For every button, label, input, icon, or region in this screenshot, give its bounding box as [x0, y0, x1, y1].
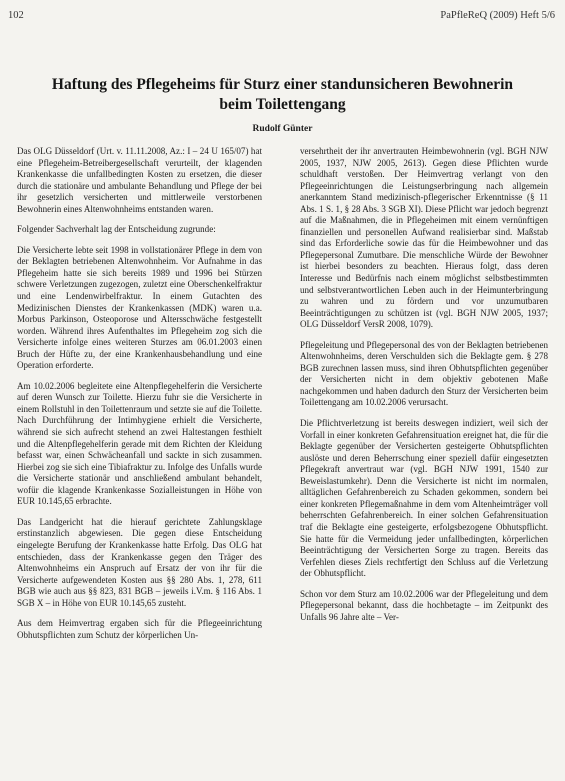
paragraph: Das Landgericht hat die hierauf gerichtete Zahlungsklage erstinstanzlich abgewiesen. Die gegen diese Entscheidung eingelegte Berufung der Krankenkasse hatte Erfolg. Das OLG hat entschieden, dass der Krankenkasse gegen den Träger des Altenwohnheims ein Anspruch auf Ersatz der von ihr für die Versicherte aufgewendeten Kosten aus §§ 280 Abs. 1, 278, 611 BGB wie auch aus §§ 823, 831 BGB – jeweils i.V.m. § 116 Abs. 1 SGB X – in Höhe von EUR 10.145,65 zusteht. — [17, 516, 262, 608]
paragraph: versehrtheit der ihr anvertrauten Heimbewohnerin (vgl. BGH NJW 2005, 1937, NJW 2005, 2613). Gegen diese Pflichten wurde schuldhaft verstoßen. Der Heimvertrag verlangt von den Pflegeeinrichtungen die Leistungserbringung nach allgemein anerkanntem Stand medizinisch-pflegerischer Erkenntnisse (§ 11 Abs. 1 S. 1, § 28 Abs. 3 SGB XI). Diese Pflicht war jedoch begrenzt auf die Maßnahmen, die in Pflegeheimen mit einem vernünftigen finanziellen und personellen Aufwand realisierbar sind. Maßstab sind das Erforderliche sowie das für die Heimbewohner und das Pflegepersonal Zumutbare. Die menschliche Würde der Bewohner ist hierbei besonders zu beachten. Hieraus folgt, dass deren Interesse und Bedürfnis nach einem möglichst selbstbestimmten und selbstverantwortlichen Leben auch in der Heimunterbringung zu wahren und zu fördern und vor unzumutbaren Beeinträchtigungen zu schützen ist (vgl. BGH NJW 2005, 1937; OLG Düsseldorf VersR 2008, 1079). — [300, 146, 548, 330]
paragraph: Aus dem Heimvertrag ergaben sich für die Pflegeeinrichtung Obhutspflichten zum Schutz der körperlichen Un- — [17, 618, 262, 640]
right-column — [300, 146, 548, 632]
page-header — [8, 10, 555, 26]
paragraph: Schon vor dem Sturz am 10.02.2006 war der Pflegeleitung und dem Pflegepersonal bekannt, dass die hochbetagte – im Zeitpunkt des Unfalls 96 Jahre alte – Ver- — [300, 588, 548, 622]
article-title-line-1: Haftung des Pflegeheims für Sturz einer standunsicheren Bewohnerin — [51, 76, 514, 93]
journal-citation: PaPfleReQ (2009) Heft 5/6 — [440, 10, 555, 21]
paragraph: Das OLG Düsseldorf (Urt. v. 11.11.2008, Az.: I – 24 U 165/07) hat eine Pflegeheim-Betreibergesellschaft verurteilt, der klagenden Krankenkasse die unfallbedingten Kosten zu ersetzen, die dieser durch die stationäre und ambulante Behandlung und Pflege der bei ihr gesetzlich versicherten und mittlerweile verstorbenen Bewohnerin eines Altenwohnheims entstanden waren. — [17, 146, 262, 214]
article-title-line-2: beim Toilettengang — [219, 96, 346, 113]
article-title — [0, 75, 565, 115]
page-number: 102 — [8, 10, 24, 21]
paragraph: Pflegeleitung und Pflegepersonal des von der Beklagten betriebenen Altenwohnheims, deren Verschulden sich die Beklagte gem. § 278 BGB zurechnen lassen muss, sind ihren Obhutspflichten gegenüber der Versicherten nicht in dem objektiv gebotenen Maße nachgekommen und haben dadurch den Sturz der Versicherten beim Toilettengang am 10.02.2006 verursacht. — [300, 339, 548, 408]
article-author: Rudolf Günter — [252, 124, 313, 134]
paragraph: Die Versicherte lebte seit 1998 in vollstationärer Pflege in dem von der Beklagten betriebenen Altenwohnheim. Vor Aufnahme in das Pflegeheim hatte sie sich bereits 1989 und 1996 bei Stürzen schwere Verletzungen zugezogen, zuletzt eine Oberschenkelfraktur und eine Lendenwirbelfraktur. In einem Gutachten des Medizinischen Dienstes der Krankenkassen (MDK) waren u.a. Morbus Parkinson, Osteoporose und Altersschwäche festgestellt worden. Während ihres Aufenthaltes im Pflegeheim zog sich die Versicherte infolge eines weiteren Sturzes am 06.01.2003 einen Bruch der Hüfte zu, der eine Krankenhausbehandlung und eine Operation erforderte. — [17, 244, 262, 371]
left-column — [17, 146, 262, 650]
paragraph: Am 10.02.2006 begleitete eine Altenpflegehelferin die Versicherte auf deren Wunsch zur Toilette. Hierzu fuhr sie die Versicherte in einem Rollstuhl in den Toilettenraum und setzte sie auf die Toilette. Nach Durchführung der Intimhygiene erhielt die Versicherte, während sie sich aufrecht stehend an zwei Haltestangen festhielt und die Altenpflegehelferin gerade mit dem Richten der Kleidung befasst war, einen Schwächeanfall und sackte in sich zusammen. Hierbei zog sie sich eine Tibiafraktur zu. Infolge des Unfalls wurde die Versicherte stationär und anschließend ambulant behandelt, wofür die klagende Krankenkasse Sozialleistungen in Höhe von EUR 10.145,65 erbrachte. — [17, 380, 262, 507]
paragraph: Die Pflichtverletzung ist bereits deswegen indiziert, weil sich der Vorfall in einer konkreten Gefahrensituation ereignet hat, die für die Beklagte gegenüber der Versicherten gesteigerte Obhutspflichten auslöste und deren Beherrschung einer speziell dafür eingesetzten Pflegekraft anvertraut war (vgl. BGH NJW 1991, 1540 zur Beweislastumkehr). Denn die Versicherte ist nicht im normalen, alltäglichen Gefahrenbereich zu Schaden gekommen, sondern bei einer konkreten Pflegemaßnahme in dem vom Altenheimträger voll beherrschten Gefahrenbereich. In einer solchen Gefahrensituation traf die Beklagte eine gesteigerte, erfolgsbezogene Obhutspflicht. Sie hatte für die Vermeidung jeder unfallbedingten, körperlichen Beeinträchtigung der Versicherten Sorge zu tragen. Bereits das Verfehlen dieses Ziels rechtfertigt den Schluss auf die Verletzung der Obhutspflicht. — [300, 418, 548, 579]
paragraph: Folgender Sachverhalt lag der Entscheidung zugrunde: — [17, 224, 216, 235]
